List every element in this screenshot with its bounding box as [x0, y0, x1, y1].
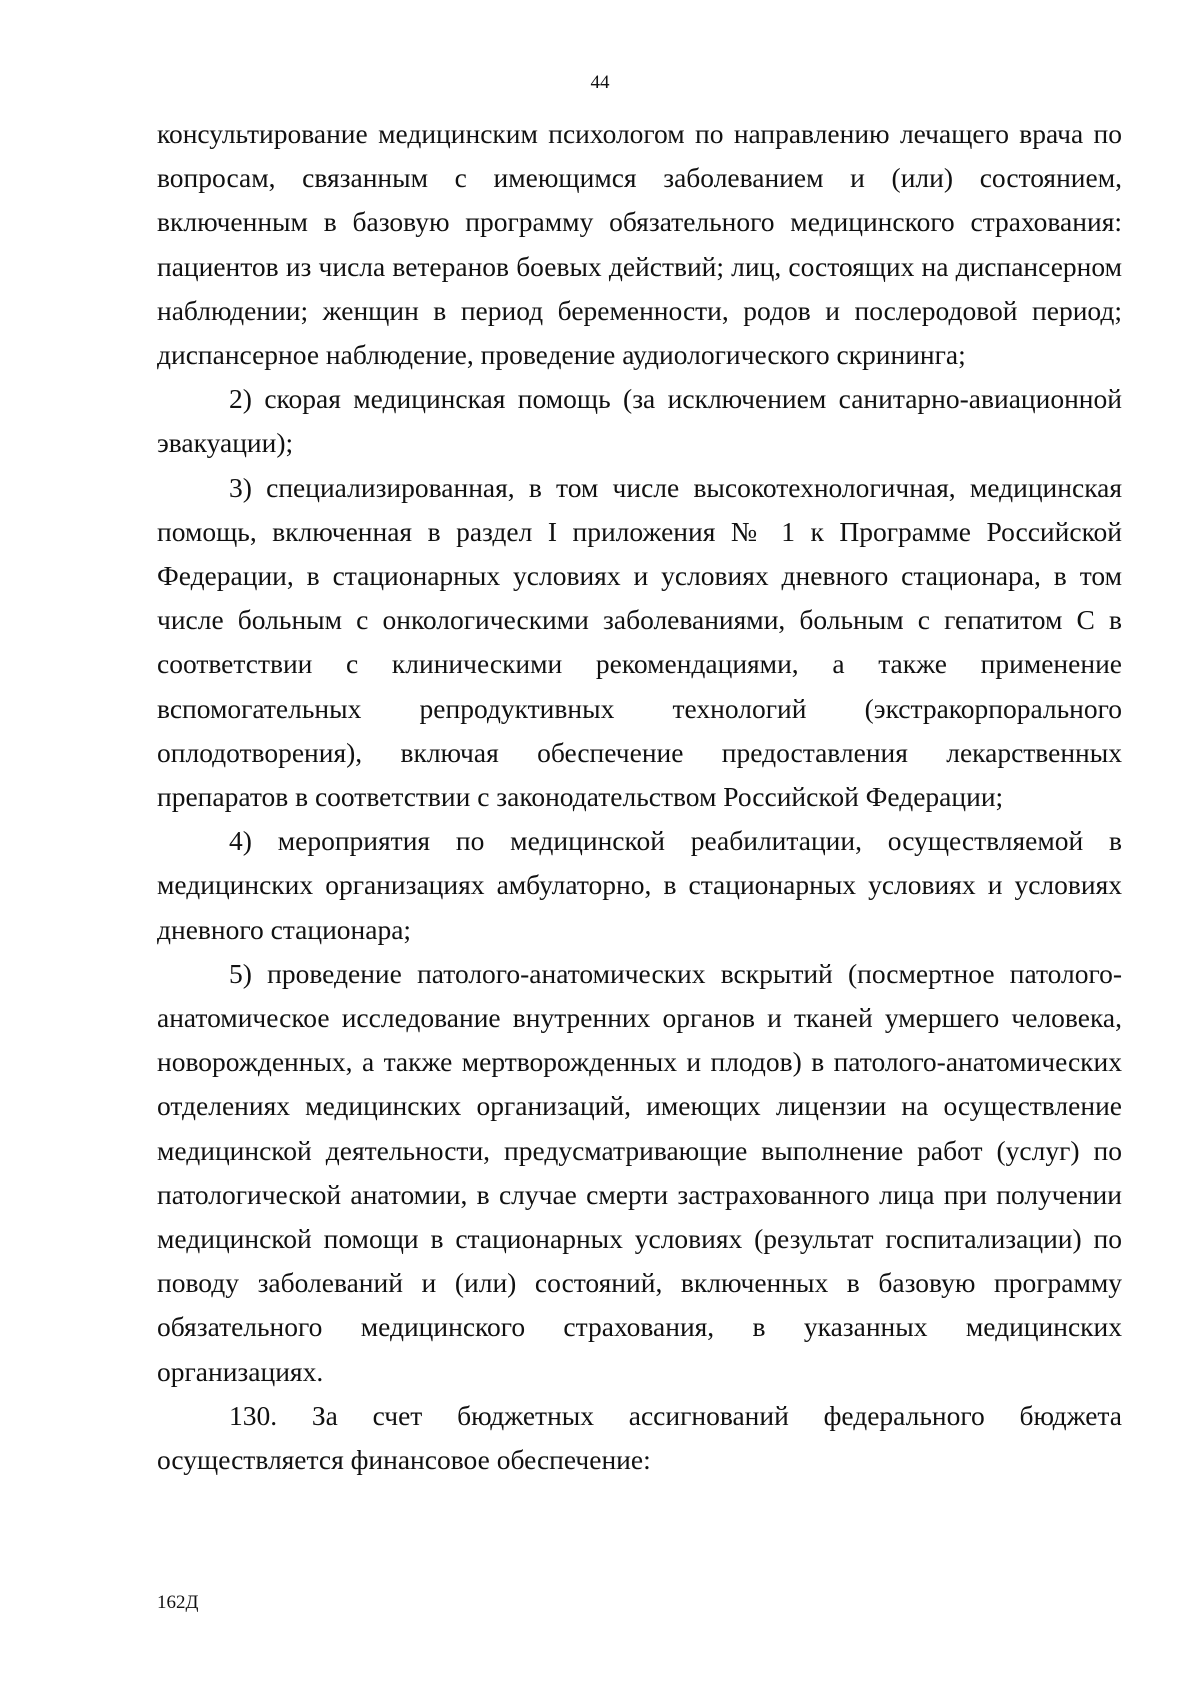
paragraph-item-2: 2) скорая медицинская помощь (за исключением санитарно-авиационной эвакуации); [157, 383, 1122, 459]
paragraph-continuation: консультирование медицинским психологом по направлению лечащего врача по вопросам, связанным с имеющимся заболеванием и (или) состоянием, включенным в базовую программу обязательного медицинского страхования: пациентов из числа ветеранов боевых действий; лиц, состоящих на диспансерном наблюдении; женщин в период беременности, родов и послеродовой период; диспансерное наблюдение, проведение аудиологического скрининга; [157, 118, 1122, 371]
document-code: 162Д [157, 1592, 199, 1613]
paragraph-section-130: 130. За счет бюджетных ассигнований федерального бюджета осуществляется финансовое обеспечение: [157, 1399, 1122, 1476]
page-number: 44 [590, 72, 610, 93]
paragraph-item-5: 5) проведение патолого-анатомических вскрытий (посмертное патолого-анатомическое исследование внутренних органов и тканей умершего человека, новорожденных, а также мертворожденных и плодов) в патолого-анатомических отделениях медицинских организаций, имеющих лицензии на осуществление медицинской деятельности, предусматривающие выполнение работ (услуг) по патологической анатомии, в случае смерти застрахованного лица при получении медицинской помощи в стационарных условиях (результат госпитализации) по поводу заболеваний и (или) состояний, включенных в базовую программу обязательного медицинского страхования, в указанных медицинских организациях. [157, 957, 1122, 1387]
document-body [157, 112, 1122, 1482]
paragraph-item-4: 4) мероприятия по медицинской реабилитации, осуществляемой в медицинских организациях амбулаторно, в стационарных условиях и условиях дневного стационара; [157, 825, 1122, 945]
paragraph-item-3: 3) специализированная, в том числе высокотехнологичная, медицинская помощь, включенная в раздел I приложения № 1 к Программе Российской Федерации, в стационарных условиях и условиях дневного стационара, в том числе больным с онкологическими заболеваниями, больным с гепатитом C в соответствии с клиническими рекомендациями, а также применение вспомогательных репродуктивных технологий (экстракорпорального оплодотворения), включая обеспечение предоставления лекарственных препаратов в соответствии с законодательством Российской Федерации; [157, 471, 1122, 813]
